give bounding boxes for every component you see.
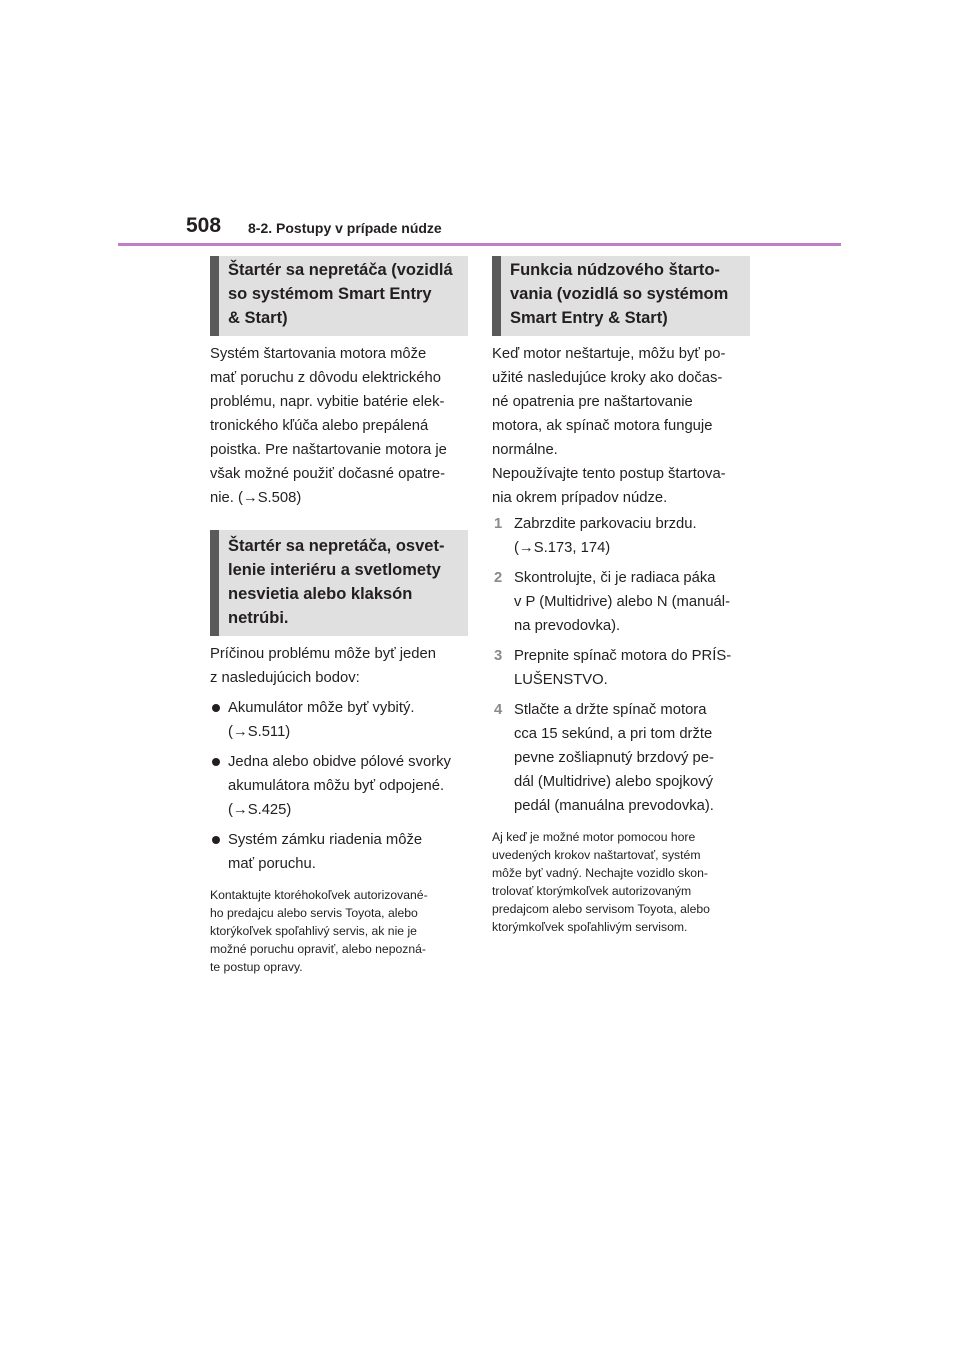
page-reference-line: (→S.511) [228, 724, 291, 740]
page-reference-line: nie. (→S.508) [210, 490, 302, 506]
page-reference-line: (→S.173, 174) [514, 540, 611, 556]
body-line: problému, napr. vybitie batérie elek- [210, 394, 445, 410]
step-item [492, 566, 750, 638]
step-number: 3 [494, 648, 503, 664]
step-line: Skontrolujte, či je radiaca páka [514, 570, 716, 586]
section-body [210, 342, 468, 510]
heading-line: Štartér sa nepretáča (vozidlá [228, 261, 453, 279]
list-item [210, 696, 468, 744]
step-line: Zabrzdite parkovaciu brzdu. [514, 516, 697, 532]
body-line: tronického kľúča alebo prepálená [210, 418, 429, 434]
heading-line: & Start) [228, 309, 288, 327]
note-line: možné poruchu opraviť, alebo nepozná- [210, 942, 426, 956]
step-line: Prepnite spínač motora do PRÍS- [514, 648, 732, 664]
bullet-icon [212, 704, 220, 712]
note-line: Aj keď je možné motor pomocou hore [492, 830, 696, 844]
step-item [492, 512, 750, 560]
bullet-icon [212, 836, 220, 844]
step-item [492, 644, 750, 692]
body-line: né opatrenia pre naštartovanie [492, 394, 693, 410]
left-column [210, 256, 468, 976]
list-item [210, 750, 468, 822]
body-line: normálne. [492, 442, 558, 458]
section-heading-starter-not-cranking [210, 256, 468, 336]
heading-line: Štartér sa nepretáča, osvet- [228, 537, 445, 555]
note-line: ktorýkoľvek spoľahlivý servis, ak nie je [210, 924, 417, 938]
section-heading-no-lights-no-horn [210, 530, 468, 636]
body-line: motora, ak spínač motora funguje [492, 418, 713, 434]
note-line: te postup opravy. [210, 960, 303, 974]
step-line: v P (Multidrive) alebo N (manuál- [514, 594, 730, 610]
heading-line: Funkcia núdzového štarto- [510, 261, 720, 279]
section-heading-emergency-start [492, 256, 750, 336]
heading-line: Smart Entry & Start) [510, 309, 668, 327]
heading-line: netrúbi. [228, 609, 289, 627]
step-item [492, 698, 750, 818]
step-line: Stlačte a držte spínač motora [514, 702, 707, 718]
warning-note [492, 828, 750, 936]
heading-line: nesvietia alebo klaksón [228, 585, 413, 603]
section-body [492, 342, 750, 510]
heading-line: vania (vozidlá so systémom [510, 285, 729, 303]
bullet-line: mať poruchu. [228, 856, 316, 872]
bullet-icon [212, 758, 220, 766]
step-line: pevne zošliapnutý brzdový pe- [514, 750, 714, 766]
step-line: pedál (manuálna prevodovka). [514, 798, 714, 814]
body-line: z nasledujúcich bodov: [210, 670, 360, 686]
note-line: trolovať ktorýmkoľvek autorizovaným [492, 884, 692, 898]
bullet-line: Akumulátor môže byť vybitý. [228, 700, 415, 716]
page-reference-line: (→S.425) [228, 802, 292, 818]
body-line: mať poruchu z dôvodu elektrického [210, 370, 441, 386]
bullet-line: Systém zámku riadenia môže [228, 832, 423, 848]
page-number: 508 [186, 214, 222, 237]
header-rule [118, 243, 841, 246]
note-line: Kontaktujte ktoréhokoľvek autorizované- [210, 888, 428, 902]
heading-line: lenie interiéru a svetlomety [228, 561, 441, 579]
note-line: ho predajcu alebo servis Toyota, alebo [210, 906, 418, 920]
section-intro [210, 642, 468, 690]
body-line: Systém štartovania motora môže [210, 346, 427, 362]
bullet-line: Jedna alebo obidve pólové svorky [228, 754, 451, 770]
step-line: cca 15 sekúnd, a pri tom držte [514, 726, 713, 742]
note-line: predajcom alebo servisom Toyota, alebo [492, 902, 710, 916]
body-line: užité nasledujúce kroky ako dočas- [492, 370, 723, 386]
step-number: 1 [494, 516, 503, 532]
note-line: uvedených krokov naštartovať, systém [492, 848, 701, 862]
heading-line: so systémom Smart Entry [228, 285, 432, 303]
body-line: poistka. Pre naštartovanie motora je [210, 442, 447, 458]
service-note [210, 886, 468, 976]
step-line: dál (Multidrive) alebo spojkový [514, 774, 714, 790]
step-number: 4 [494, 702, 503, 718]
step-line: LUŠENSTVO. [514, 672, 608, 688]
note-line: môže byť vadný. Nechajte vozidlo skon- [492, 866, 708, 880]
right-column [492, 256, 750, 936]
chapter-title: 8-2. Postupy v prípade núdze [248, 220, 442, 236]
body-line: nia okrem prípadov núdze. [492, 490, 668, 506]
bullet-line: akumulátora môžu byť odpojené. [228, 778, 445, 794]
body-line: však možné použiť dočasné opatre- [210, 466, 446, 482]
body-line: Nepoužívajte tento postup štartova- [492, 466, 726, 482]
body-line: Keď motor neštartuje, môžu byť po- [492, 346, 726, 362]
body-line: Príčinou problému môže byť jeden [210, 646, 436, 662]
step-number: 2 [494, 570, 503, 586]
list-item [210, 828, 468, 876]
note-line: ktorýmkoľvek spoľahlivým servisom. [492, 920, 688, 934]
step-line: na prevodovka). [514, 618, 621, 634]
